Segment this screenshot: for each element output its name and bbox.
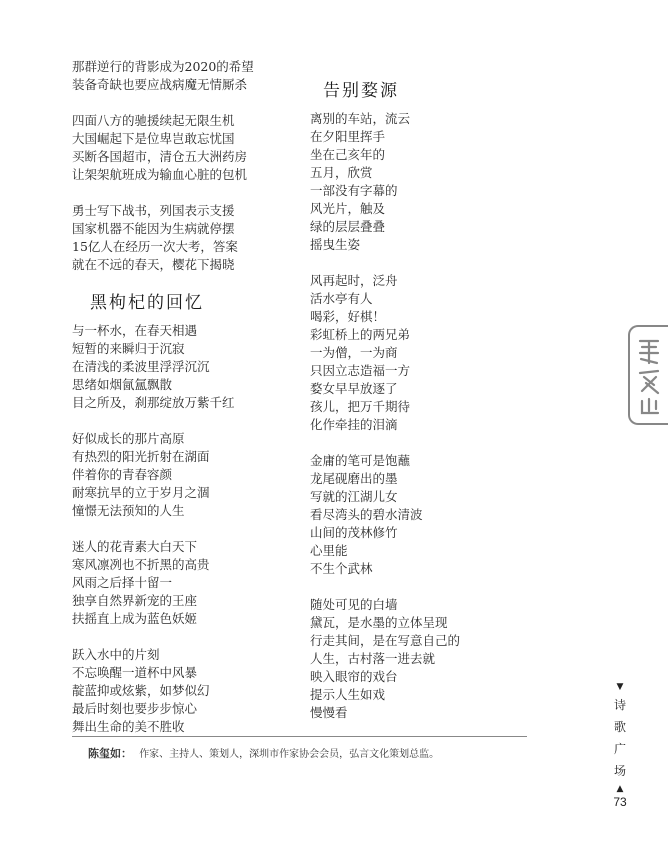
- poem-line: 装备奇缺也要应战病魔无情厮杀: [72, 77, 248, 92]
- footer-divider: [72, 736, 527, 737]
- poem-line: 憧憬无法预知的人生: [72, 503, 185, 518]
- author-name: 陈玺如：: [88, 747, 132, 760]
- poem-line: 化作牵挂的泪滴: [310, 417, 398, 432]
- poem-title-right: 告别婺源: [323, 81, 399, 101]
- poem-line: 离别的车站，流云: [310, 111, 411, 126]
- poem-line: 提示人生如戏: [310, 687, 386, 702]
- poem-line: 靛蓝抑或炫紫，如梦似幻: [72, 683, 210, 698]
- poem-right-stanza-1: [310, 110, 525, 254]
- poem-line: 不生个武林: [310, 561, 373, 576]
- poem-line: 勇士写下战书，列国表示支援: [72, 203, 235, 218]
- poem-line: 风光片，触及: [310, 201, 386, 216]
- poem-line: 跃入水中的片刻: [72, 647, 160, 662]
- poem-line: 好似成长的那片高原: [72, 431, 185, 446]
- poem-line: 绿的层层叠叠: [310, 219, 386, 234]
- poem-title-left: 黑枸杞的回忆: [90, 293, 204, 313]
- poem-line: 在清浅的柔波里浮浮沉沉: [72, 359, 210, 374]
- poem-line: 让架架航班成为输血心脏的包机: [72, 167, 248, 182]
- poem-left-stanza-1: [72, 322, 287, 412]
- poem-line: 15亿人在经历一次大考，答案: [72, 239, 238, 254]
- poem-line: 风再起时，泛舟: [310, 273, 398, 288]
- poem-line: 思绪如烟氤氲飘散: [72, 377, 173, 392]
- poem-line: 耐寒抗旱的立于岁月之涸: [72, 485, 210, 500]
- author-note: [88, 745, 439, 761]
- intro-stanza-2: [72, 112, 287, 184]
- poem-line: 孩儿，把万千期待: [310, 399, 411, 414]
- poem-right-stanza-4: [310, 596, 525, 722]
- seal-stamp-icon: [628, 325, 668, 425]
- poem-line: 一部没有字幕的: [310, 183, 398, 198]
- poem-line: 黛瓦，是水墨的立体呈现: [310, 615, 448, 630]
- poem-line: 在夕阳里挥手: [310, 129, 386, 144]
- poem-line: 金庸的笔可是饱蘸: [310, 453, 411, 468]
- arrow-up-icon: ▲: [616, 784, 624, 794]
- poem-line: 最后时刻也要步步惊心: [72, 701, 198, 716]
- poem-line: 与一杯水，在春天相遇: [72, 323, 198, 338]
- poem-line: 一为僧，一为商: [310, 345, 398, 360]
- poem-line: 彩虹桥上的两兄弟: [310, 327, 411, 342]
- poem-left-body: [72, 322, 287, 754]
- poem-line: 有热烈的阳光折射在湖面: [72, 449, 210, 464]
- poem-line: 寒风凛冽也不折黑的高贵: [72, 557, 210, 572]
- poem-line: 短暂的来瞬归于沉寂: [72, 341, 185, 356]
- poem-left-stanza-3: [72, 538, 287, 628]
- poem-line: 山间的茂林修竹: [310, 525, 398, 540]
- poem-line: 独享自然界新宠的王座: [72, 593, 198, 608]
- page-number: 73: [613, 795, 627, 809]
- poem-line: 大国崛起下是位卑岂敢忘忧国: [72, 131, 235, 146]
- poem-line: 风雨之后择十留一: [72, 575, 173, 590]
- poem-line: 活水亭有人: [310, 291, 373, 306]
- intro-stanza-1: [72, 58, 287, 94]
- poem-line: 舞出生命的美不胜收: [72, 719, 185, 734]
- poem-line: 龙尾砚磨出的墨: [310, 471, 398, 486]
- poem-right-body: [310, 110, 525, 740]
- poem-left-stanza-4: [72, 646, 287, 736]
- poem-line: 就在不远的春天，樱花下揭晓: [72, 257, 235, 272]
- section-tab-char: 歌: [613, 720, 626, 734]
- poem-line: 四面八方的驰援续起无限生机: [72, 113, 235, 128]
- poem-line: 映入眼帘的戏台: [310, 669, 398, 684]
- poem-right-stanza-2: [310, 272, 525, 434]
- poem-line: 不忘唤醒一道杯中风暴: [72, 665, 198, 680]
- section-tab-char: 诗: [613, 698, 626, 712]
- author-bio: 作家、主持人、策划人，深圳市作家协会会员，弘言文化策划总监。: [139, 749, 440, 760]
- intro-poem-block: [72, 58, 287, 292]
- poem-line: 喝彩，好棋！: [310, 309, 386, 324]
- arrow-down-icon: ▼: [616, 682, 624, 692]
- poem-line: 扶摇直上成为蓝色妖姬: [72, 611, 198, 626]
- poem-line: 随处可见的白墙: [310, 597, 398, 612]
- poem-line: 写就的江湖儿女: [310, 489, 398, 504]
- poem-line: 伴着你的青春容颜: [72, 467, 173, 482]
- poem-line: 迷人的花青素大白天下: [72, 539, 198, 554]
- poem-line: 人生，古村落一进去就: [310, 651, 436, 666]
- section-tab-char: 广: [613, 742, 626, 756]
- poem-line: 买断各国超市，清仓五大洲药房: [72, 149, 248, 164]
- poem-line: 目之所及，刹那绽放万紫千红: [72, 395, 235, 410]
- poem-line: 看尽湾头的碧水清波: [310, 507, 423, 522]
- poem-line: 行走其间，是在写意自己的: [310, 633, 461, 648]
- poem-line: 五月，欣赏: [310, 165, 373, 180]
- poem-line: 只因立志造福一方: [310, 363, 411, 378]
- seal-glyph-icon: [632, 333, 666, 419]
- poem-line: 那群逆行的背影成为2020的希望: [72, 59, 254, 74]
- poem-left-stanza-2: [72, 430, 287, 520]
- section-tab-char: 场: [613, 764, 626, 778]
- intro-stanza-3: [72, 202, 287, 274]
- poem-line: 国家机器不能因为生病就停摆: [72, 221, 235, 236]
- poem-line: 坐在己亥年的: [310, 147, 386, 162]
- poem-line: 慢慢看: [310, 705, 348, 720]
- poem-line: 摇曳生姿: [310, 237, 361, 252]
- poem-line: 婺女早早放逐了: [310, 381, 398, 396]
- section-tab: [606, 680, 634, 796]
- poem-right-stanza-3: [310, 452, 525, 578]
- poem-line: 心里能: [310, 543, 348, 558]
